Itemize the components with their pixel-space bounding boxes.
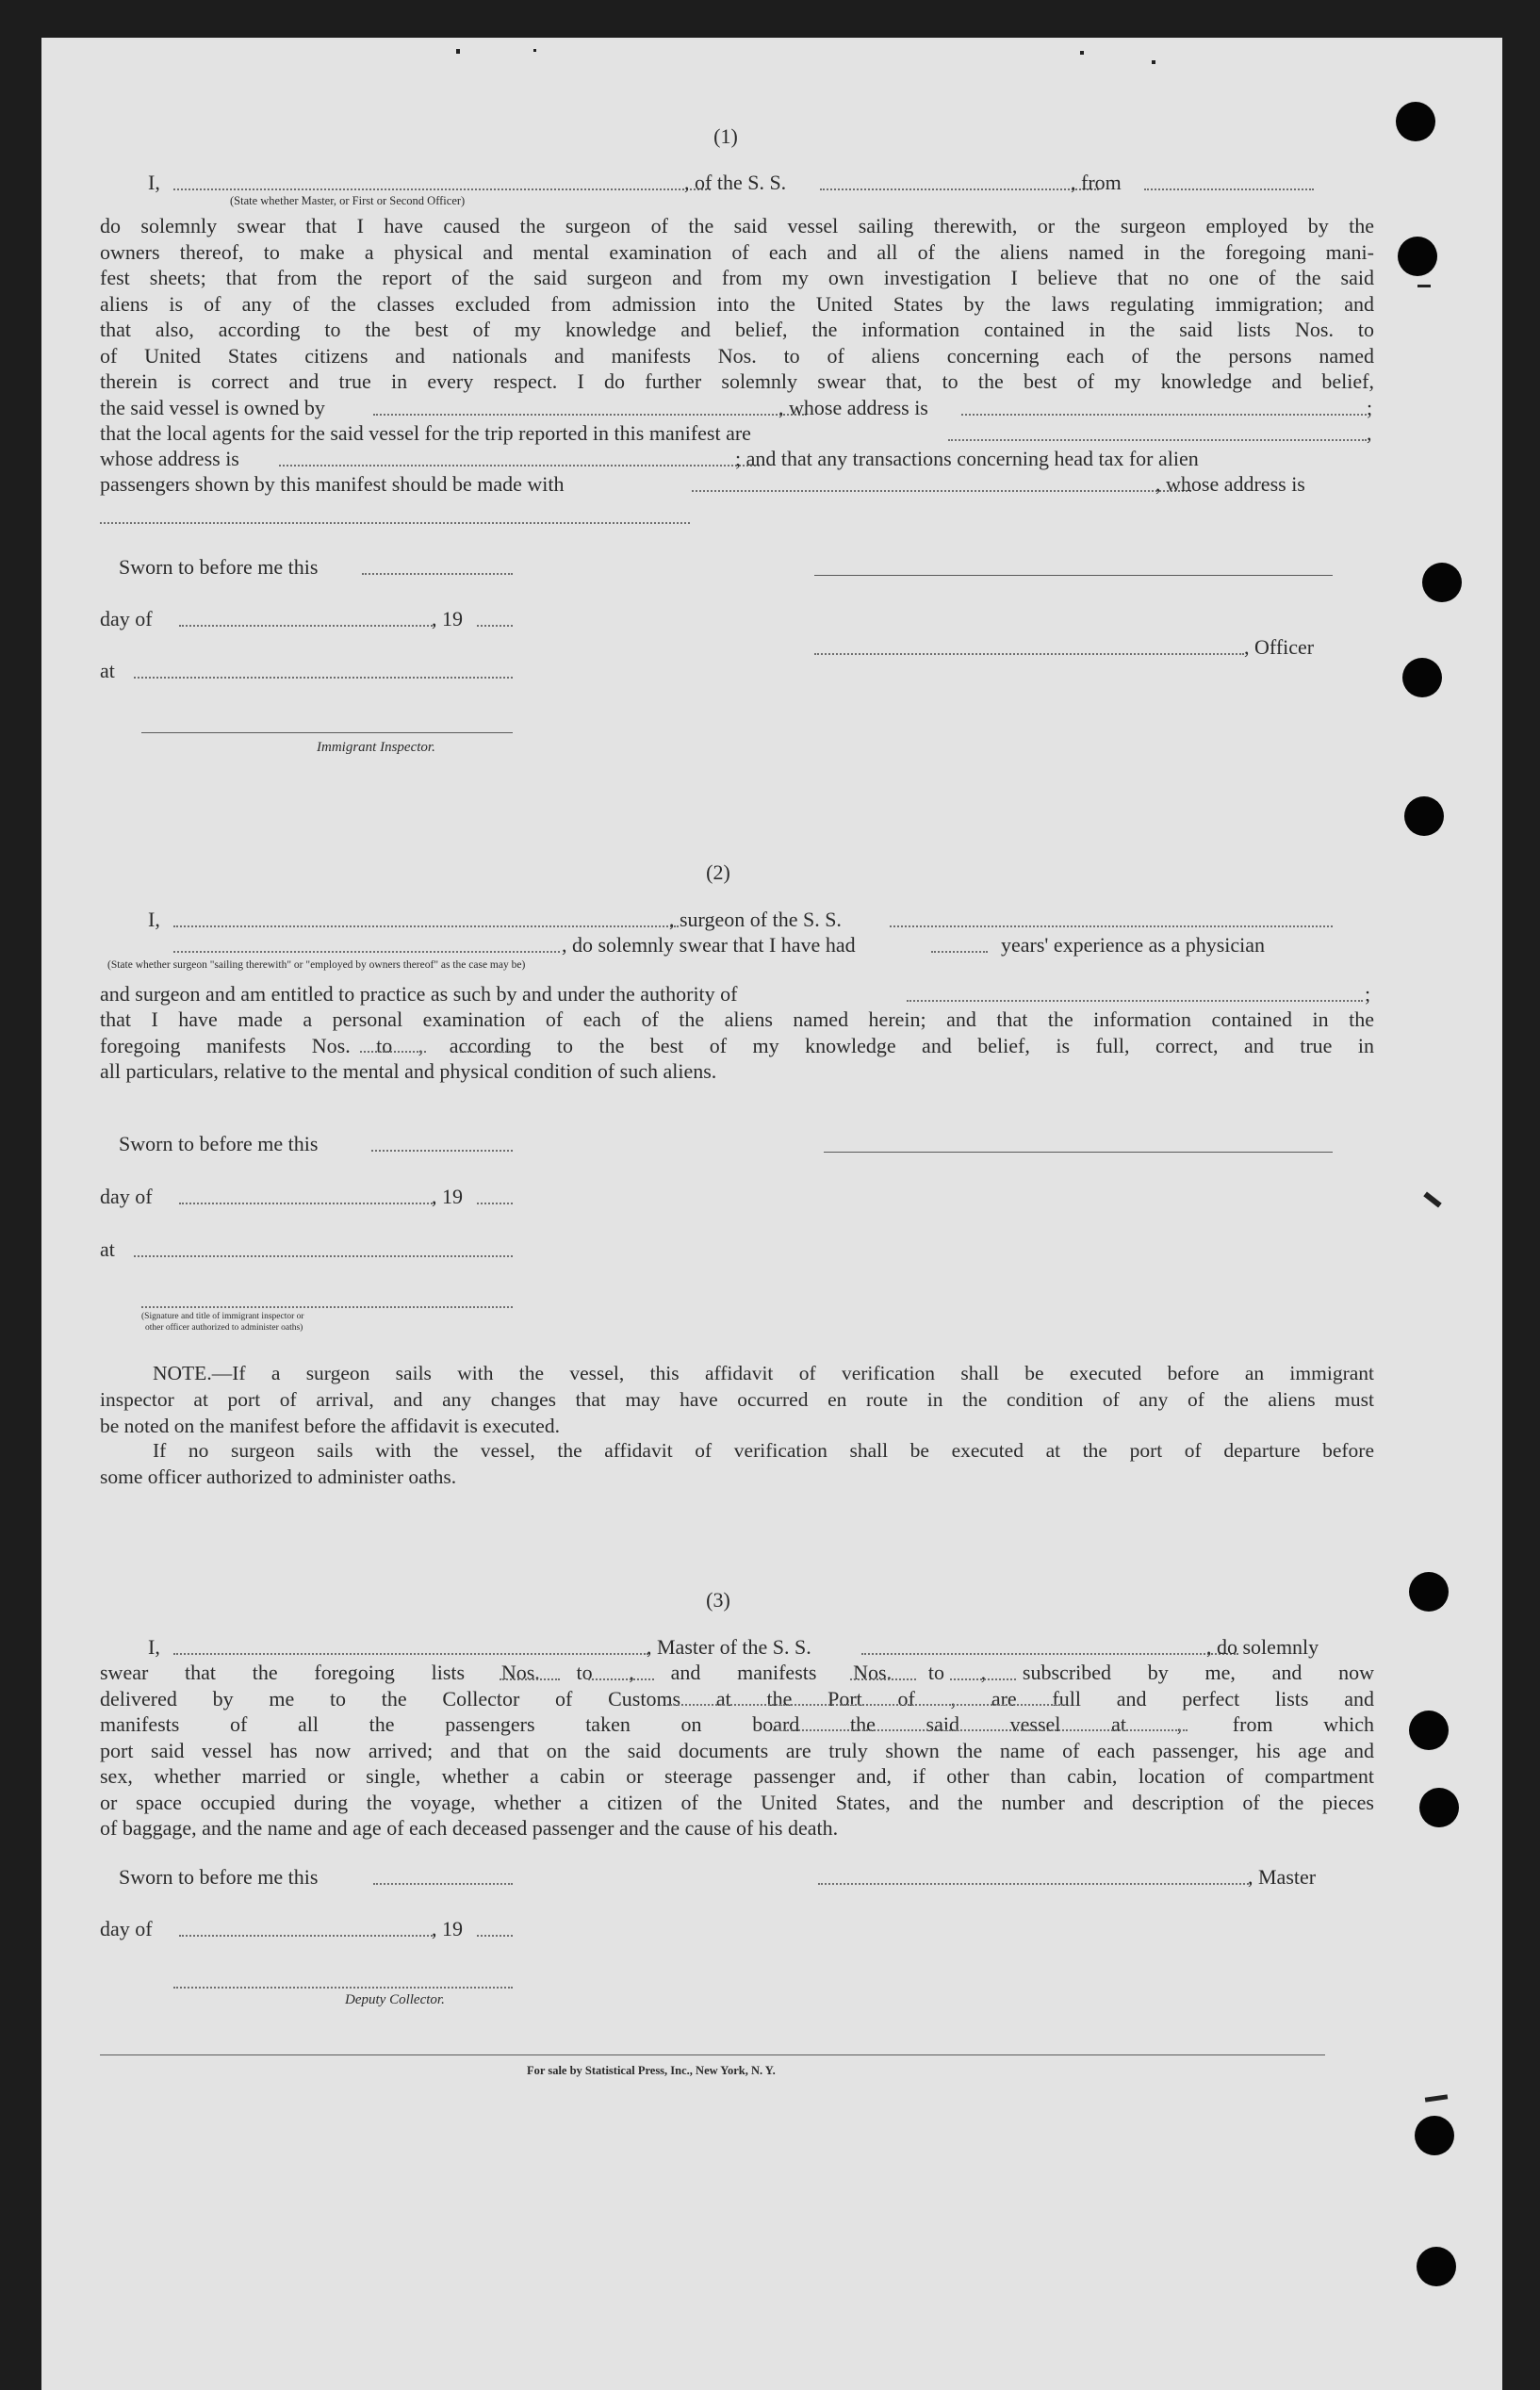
s3-manifests-from-field[interactable] — [850, 1678, 916, 1680]
s2-note-last: be noted on the manifest before the affidavit is executed. — [100, 1415, 560, 1437]
s3-manifests-to-field[interactable] — [950, 1678, 1016, 1680]
s3-master-signature-field[interactable] — [818, 1883, 1252, 1885]
s3-sworn-field[interactable] — [373, 1883, 513, 1885]
s3-boarded-at-field[interactable] — [773, 1729, 1188, 1731]
binder-hole — [1396, 102, 1435, 141]
s1-sworn: Sworn to before me this — [119, 555, 319, 579]
s3-port-field[interactable] — [667, 1704, 1063, 1706]
s3-name-field[interactable] — [173, 1653, 648, 1655]
s1-owner-field[interactable] — [373, 414, 807, 416]
s1-officer-label: , Officer — [1244, 635, 1315, 659]
s3-lists-from-field[interactable] — [500, 1678, 560, 1680]
binder-hole — [1402, 658, 1442, 697]
s1-at: at — [100, 659, 115, 682]
s1-name-field[interactable] — [173, 188, 711, 190]
s3-lists-to-field[interactable] — [588, 1678, 654, 1680]
s3-master-of: , Master of the S. S. — [647, 1635, 811, 1659]
s1-whose-address-2: whose address is — [100, 447, 239, 470]
printer-credit: For sale by Statistical Press, Inc., New York, N. Y. — [527, 2064, 776, 2077]
document-page — [41, 38, 1502, 2390]
s2-oath-paragraph: that I have made a personal examination of each of the aliens named herein; and that the information contained in the foregoing manifests Nos. to , according to the best of my knowledge and belief, is full, correct, and true in — [100, 1007, 1374, 1057]
s2-capacity-field[interactable] — [173, 951, 560, 953]
s1-owner-address-field[interactable] — [961, 414, 1367, 416]
binder-hole — [1409, 1572, 1449, 1612]
s1-oath-paragraph: do solemnly swear that I have caused the surgeon of the said vessel sailing therewith, or the surgeon employed by the owners thereof, to make a physical and mental examination of each and all of the aliens named in the foregoing mani- fest sheets; that from the report of the said surgeon and from my own investigation I believe that no one of the said aliens is of any of the classes excluded from admission into the United States by the laws regulating immigration; and that also, according to the best of my knowledge and belief, the information contained in the said lists Nos. to of United States citizens and nationals and manifests Nos. to of aliens concerning each of the persons named therein is correct and true in every respect. I do further solemnly swear that, to the best of my knowledge and belief, — [100, 214, 1374, 393]
s2-day-field[interactable] — [179, 1203, 435, 1204]
s3-do-solemnly: , do solemnly — [1206, 1635, 1319, 1659]
speck — [1423, 1191, 1441, 1207]
s2-day-of: day of — [100, 1185, 153, 1208]
binder-hole — [1417, 2247, 1456, 2286]
s2-semicolon: ; — [1365, 982, 1371, 1006]
s3-ship-field[interactable] — [861, 1653, 1238, 1655]
s3-i-label: I, — [148, 1635, 160, 1659]
s1-owned-by: the said vessel is owned by — [100, 396, 325, 419]
s1-local-agents: that the local agents for the said vessel for the trip reported in this manifest are — [100, 421, 751, 445]
speck — [533, 49, 536, 52]
s2-at-field[interactable] — [134, 1255, 513, 1257]
footer-rule — [100, 2054, 1325, 2055]
s2-year-field[interactable] — [477, 1203, 513, 1204]
s2-sworn-field[interactable] — [371, 1150, 513, 1152]
s1-semicolon-1: ; — [1367, 396, 1373, 419]
s2-signature-line[interactable] — [824, 1152, 1333, 1153]
binder-hole — [1409, 1711, 1449, 1750]
s1-from-field[interactable] — [1144, 188, 1314, 190]
binder-hole — [1422, 563, 1462, 602]
s1-officer-field[interactable] — [814, 653, 1244, 655]
s1-officer-note: (State whether Master, or First or Second Officer) — [230, 194, 466, 207]
s1-day-of: day of — [100, 607, 153, 630]
s3-last-line: of baggage, and the name and age of each deceased passenger and the cause of his death. — [100, 1816, 839, 1840]
s1-comma-1: , — [1367, 421, 1372, 445]
s2-sworn: Sworn to before me this — [119, 1132, 319, 1155]
s1-whose-address-3: , whose address is — [1155, 472, 1305, 496]
s1-year-field[interactable] — [477, 625, 513, 627]
s1-agents-field[interactable] — [948, 439, 1367, 441]
s1-i-label: I, — [148, 171, 160, 194]
binder-hole — [1415, 2116, 1454, 2155]
s3-deputy-signature-line[interactable] — [173, 1987, 513, 1989]
s1-head-tax-address-field[interactable] — [100, 522, 690, 524]
binder-hole — [1398, 237, 1437, 276]
s2-note-paragraph: NOTE.—If a surgeon sails with the vessel, this affidavit of verification shall be executed before an immigrant inspector at port of arrival, and any changes that may have occurred en route in the condition of any of the aliens must — [100, 1362, 1374, 1411]
speck — [456, 49, 460, 54]
s3-year: , 19 — [432, 1917, 463, 1940]
s1-head-tax-field[interactable] — [692, 490, 1191, 492]
s1-agents-address-field[interactable] — [279, 465, 760, 467]
s1-year: , 19 — [432, 607, 463, 630]
s2-note2-paragraph: If no surgeon sails with the vessel, the affidavit of verification shall be executed at the port of departure before — [153, 1439, 1374, 1462]
s2-i-label: I, — [148, 908, 160, 931]
s2-manifest-to-field[interactable] — [460, 1051, 526, 1053]
s2-authority-field[interactable] — [907, 1000, 1363, 1002]
s2-authority: and surgeon and am entitled to practice as such by and under the authority of — [100, 982, 738, 1006]
s1-passengers: passengers shown by this manifest should be made with — [100, 472, 565, 496]
s2-years-field[interactable] — [931, 951, 988, 953]
s1-inspector-label: Immigrant Inspector. — [317, 740, 435, 755]
s1-from: , from — [1071, 171, 1122, 194]
binder-hole — [1404, 796, 1444, 836]
s2-surgeon-note: (State whether surgeon "sailing therewith" or "employed by owners thereof" as the case may be) — [107, 959, 526, 971]
s2-at: at — [100, 1237, 115, 1261]
s2-name-field[interactable] — [173, 925, 679, 927]
s1-signature-line[interactable] — [814, 575, 1333, 576]
s1-ship-field[interactable] — [820, 188, 1099, 190]
s1-transactions: ; and that any transactions concerning head tax for alien — [735, 447, 1199, 470]
s2-sig-note-1: (Signature and title of immigrant inspector or — [141, 1312, 304, 1321]
binder-hole — [1419, 1788, 1459, 1827]
s3-oath-paragraph: swear that the foregoing lists Nos. to , and manifests Nos. to , subscribed by me, and now delivered by me to the Collector of Customs at the Port of , are full and perfect lists and manifests of all the passengers taken on board the said vessel at , from which port said vessel has now arrived; and that on the said documents are truly shown the name of each passenger, his age and sex, whether married or single, whether a cabin or steerage passenger and, if other than cabin, location of compartment or space occupied during the voyage, whether a citizen of the United States, and the number and description of the pieces — [100, 1661, 1374, 1814]
s1-inspector-signature-line[interactable] — [141, 732, 513, 733]
s3-deputy-label: Deputy Collector. — [345, 1992, 445, 2007]
section-3-number: (3) — [706, 1588, 730, 1612]
s3-sworn: Sworn to before me this — [119, 1865, 319, 1889]
section-1-number: (1) — [713, 124, 738, 148]
s2-inspector-signature-line[interactable] — [141, 1306, 513, 1308]
s2-last-line: all particulars, relative to the mental and physical condition of such aliens. — [100, 1059, 717, 1083]
s2-year: , 19 — [432, 1185, 463, 1208]
s2-ship-field[interactable] — [890, 925, 1333, 927]
s2-manifest-from-field[interactable] — [360, 1051, 426, 1053]
speck — [1152, 60, 1155, 64]
s1-sworn-field[interactable] — [362, 573, 513, 575]
s2-do-solemnly: , do solemnly swear that I have had — [562, 933, 856, 957]
s3-day-of: day of — [100, 1917, 153, 1940]
s2-surgeon-of: , surgeon of the S. S. — [669, 908, 842, 931]
s3-master-label: , Master — [1248, 1865, 1317, 1889]
s1-day-field[interactable] — [179, 625, 435, 627]
s3-year-field[interactable] — [477, 1935, 513, 1937]
s1-whose-address: , whose address is — [778, 396, 928, 419]
speck — [1417, 285, 1431, 287]
s2-sig-note-2: other officer authorized to administer oaths) — [145, 1323, 303, 1333]
speck — [1425, 2094, 1448, 2102]
s1-at-field[interactable] — [134, 677, 513, 679]
s1-of-the-ss: , of the S. S. — [684, 171, 787, 194]
section-2-number: (2) — [706, 860, 730, 884]
s3-day-field[interactable] — [179, 1935, 435, 1937]
s2-years-label: years' experience as a physician — [1001, 933, 1266, 957]
s2-note2-last: some officer authorized to administer oaths. — [100, 1465, 457, 1488]
speck — [1080, 51, 1084, 55]
